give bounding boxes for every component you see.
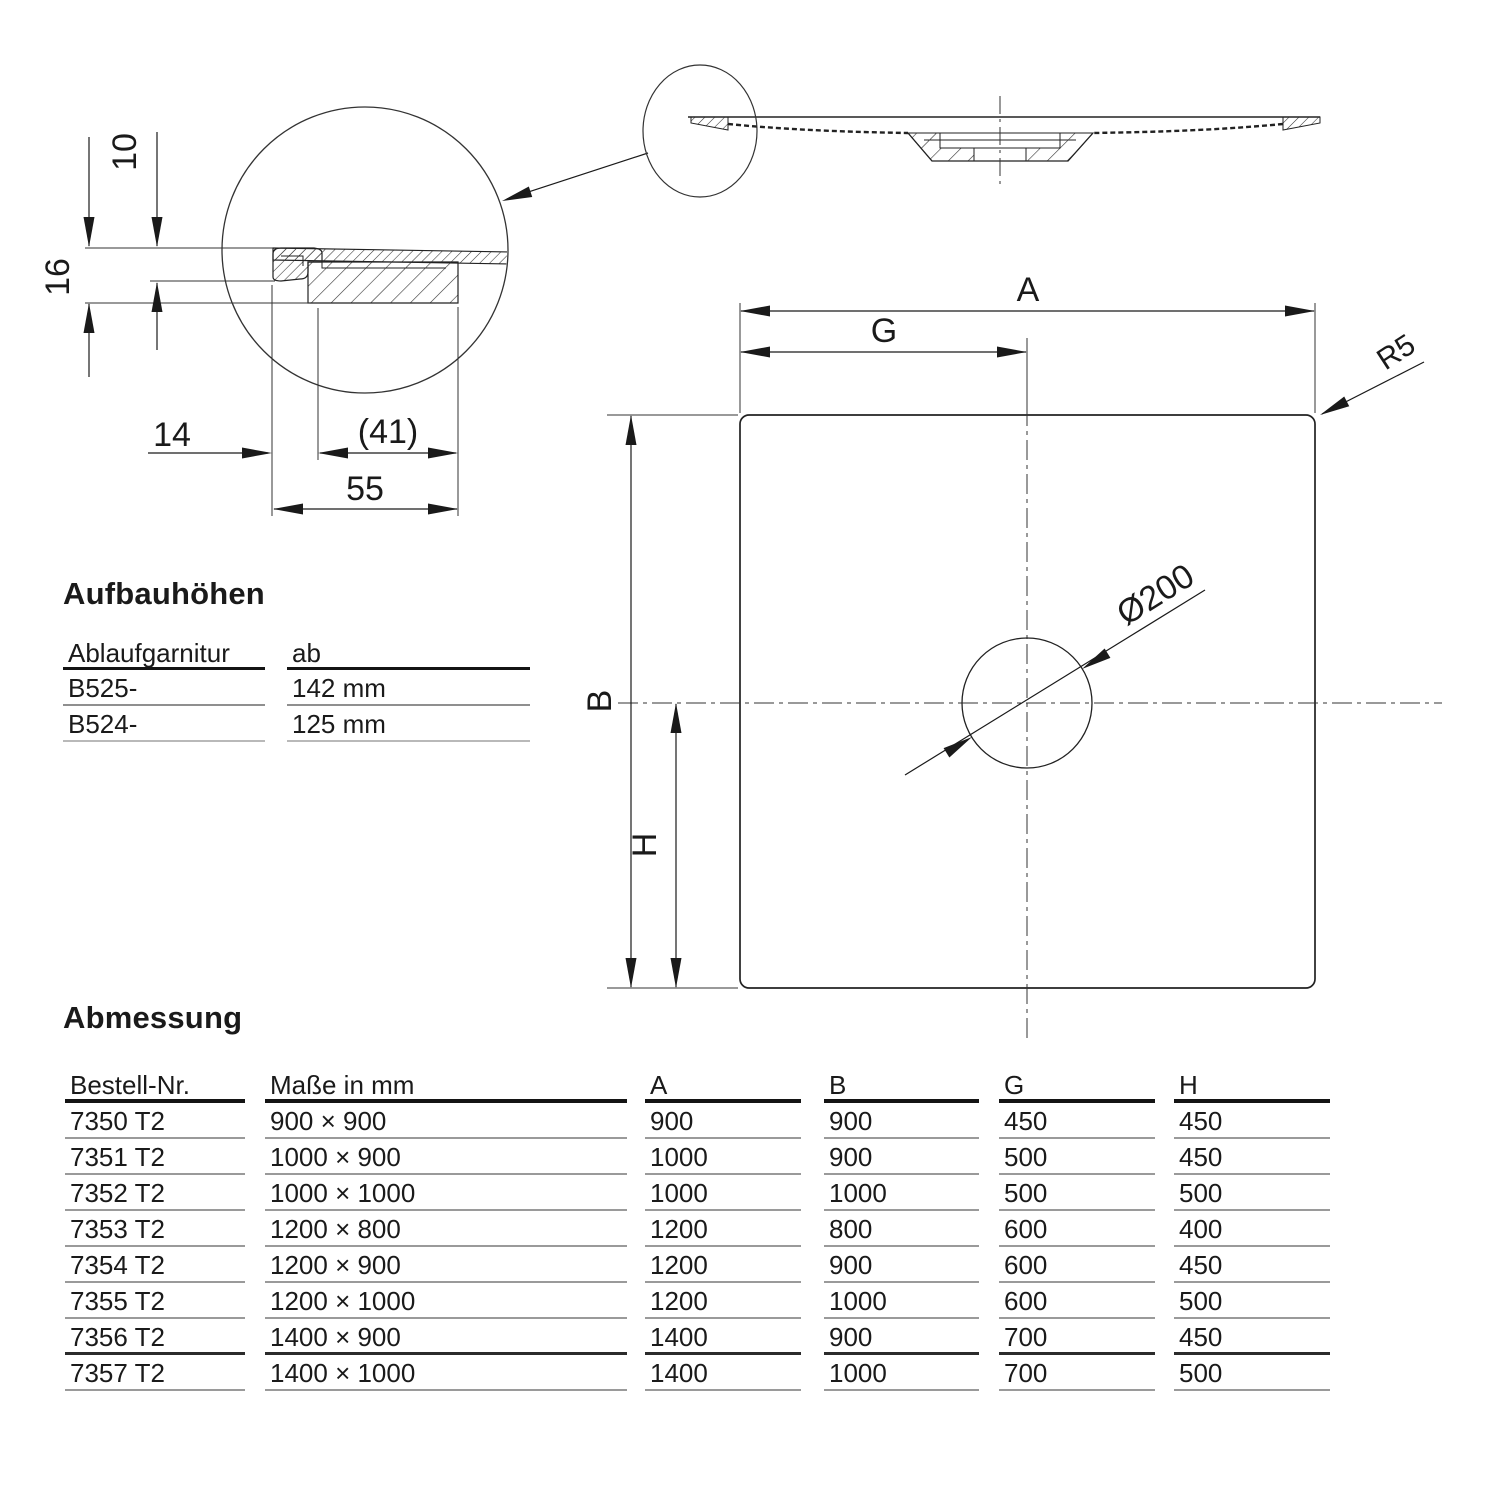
table-cell: 7350 T2 <box>65 1103 245 1139</box>
table-cell: 1200 × 900 <box>265 1247 627 1283</box>
edge-cross-section <box>273 248 512 303</box>
column-header: H <box>1174 1072 1330 1103</box>
table-row <box>65 1211 1330 1247</box>
table-cell: 700 <box>999 1319 1155 1355</box>
column-header: B <box>824 1072 979 1103</box>
table-cell: 7353 T2 <box>65 1211 245 1247</box>
table-cell: 700 <box>999 1355 1155 1391</box>
column-header: G <box>999 1072 1155 1103</box>
table-cell: 900 <box>645 1103 801 1139</box>
table-cell: 7351 T2 <box>65 1139 245 1175</box>
table-cell: 600 <box>999 1283 1155 1319</box>
plan-view <box>581 271 1442 1040</box>
column-header: Ablaufgarnitur <box>63 640 265 670</box>
table-cell: 450 <box>1174 1103 1330 1139</box>
table-cell: 450 <box>1174 1319 1330 1355</box>
table-cell: 7356 T2 <box>65 1319 245 1355</box>
table-cell: 900 × 900 <box>265 1103 627 1139</box>
table-cell: 1000 <box>824 1355 979 1391</box>
abmessung-table <box>65 1072 1330 1391</box>
table-row <box>65 1283 1330 1319</box>
table-cell: 7355 T2 <box>65 1283 245 1319</box>
table-cell: 500 <box>999 1175 1155 1211</box>
column-header: Bestell-Nr. <box>65 1072 245 1103</box>
table-header-row <box>63 640 530 670</box>
table-cell: 1400 × 1000 <box>265 1355 627 1391</box>
table-row <box>63 670 530 706</box>
table-row <box>65 1139 1330 1175</box>
table-cell: 1000 × 900 <box>265 1139 627 1175</box>
dim-label-10: 10 <box>106 133 144 171</box>
table-row <box>65 1319 1330 1355</box>
section-title-abmessung: Abmessung <box>63 1000 243 1035</box>
column-header: ab <box>287 640 530 670</box>
dim-label-diameter-200: Ø200 <box>1110 556 1201 634</box>
table-cell: 1200 × 800 <box>265 1211 627 1247</box>
table-cell: 500 <box>1174 1175 1330 1211</box>
table-cell: 7357 T2 <box>65 1355 245 1391</box>
section-title-aufbauhoehen: Aufbauhöhen <box>63 576 265 611</box>
table-cell: 1200 <box>645 1247 801 1283</box>
dim-label-A: A <box>1016 271 1040 309</box>
edge-detail-view <box>39 107 648 516</box>
table-row <box>65 1175 1330 1211</box>
table-cell: 1200 × 1000 <box>265 1283 627 1319</box>
table-cell: 142 mm <box>287 670 530 706</box>
table-cell: 800 <box>824 1211 979 1247</box>
table-cell: 1000 <box>824 1175 979 1211</box>
table-cell: 500 <box>999 1139 1155 1175</box>
dim-label-G: G <box>870 312 898 350</box>
table-cell: 900 <box>824 1103 979 1139</box>
profile-section-view <box>643 65 1320 197</box>
table-cell: 125 mm <box>287 706 530 742</box>
table-cell: 1200 <box>645 1283 801 1319</box>
table-cell: 450 <box>1174 1139 1330 1175</box>
table-cell: 1400 × 900 <box>265 1319 627 1355</box>
table-cell: B524- <box>63 706 265 742</box>
column-header: Maße in mm <box>265 1072 627 1103</box>
table-cell: 600 <box>999 1247 1155 1283</box>
table-cell: B525- <box>63 670 265 706</box>
detail-leader-arrow-icon <box>500 186 532 206</box>
detail-indicator-circle <box>643 65 757 197</box>
table-cell: 1400 <box>645 1355 801 1391</box>
dim-label-H: H <box>626 832 664 858</box>
table-cell: 400 <box>1174 1211 1330 1247</box>
table-cell: 1200 <box>645 1211 801 1247</box>
dim-label-55: 55 <box>346 470 384 508</box>
table-row <box>65 1355 1330 1391</box>
table-header-row <box>65 1072 1330 1103</box>
table-cell: 1000 <box>645 1175 801 1211</box>
table-cell: 500 <box>1174 1283 1330 1319</box>
table-cell: 500 <box>1174 1355 1330 1391</box>
table-cell: 450 <box>1174 1247 1330 1283</box>
table-cell: 7354 T2 <box>65 1247 245 1283</box>
table-cell: 1000 × 1000 <box>265 1175 627 1211</box>
dim-label-16: 16 <box>39 258 77 296</box>
aufbauhoehen-table <box>63 640 530 742</box>
dim-label-R5: R5 <box>1371 328 1422 377</box>
table-cell: 1000 <box>645 1139 801 1175</box>
dim-label-14: 14 <box>153 416 191 454</box>
table-cell: 900 <box>824 1139 979 1175</box>
table-row <box>65 1103 1330 1139</box>
dim-label-B: B <box>581 689 619 713</box>
table-cell: 600 <box>999 1211 1155 1247</box>
dim-label-41: (41) <box>357 413 419 451</box>
table-cell: 1400 <box>645 1319 801 1355</box>
table-cell: 450 <box>999 1103 1155 1139</box>
table-cell: 1000 <box>824 1283 979 1319</box>
table-cell: 900 <box>824 1247 979 1283</box>
table-cell: 7352 T2 <box>65 1175 245 1211</box>
column-header: A <box>645 1072 801 1103</box>
table-cell: 900 <box>824 1319 979 1355</box>
table-row <box>65 1247 1330 1283</box>
table-row <box>63 706 530 742</box>
